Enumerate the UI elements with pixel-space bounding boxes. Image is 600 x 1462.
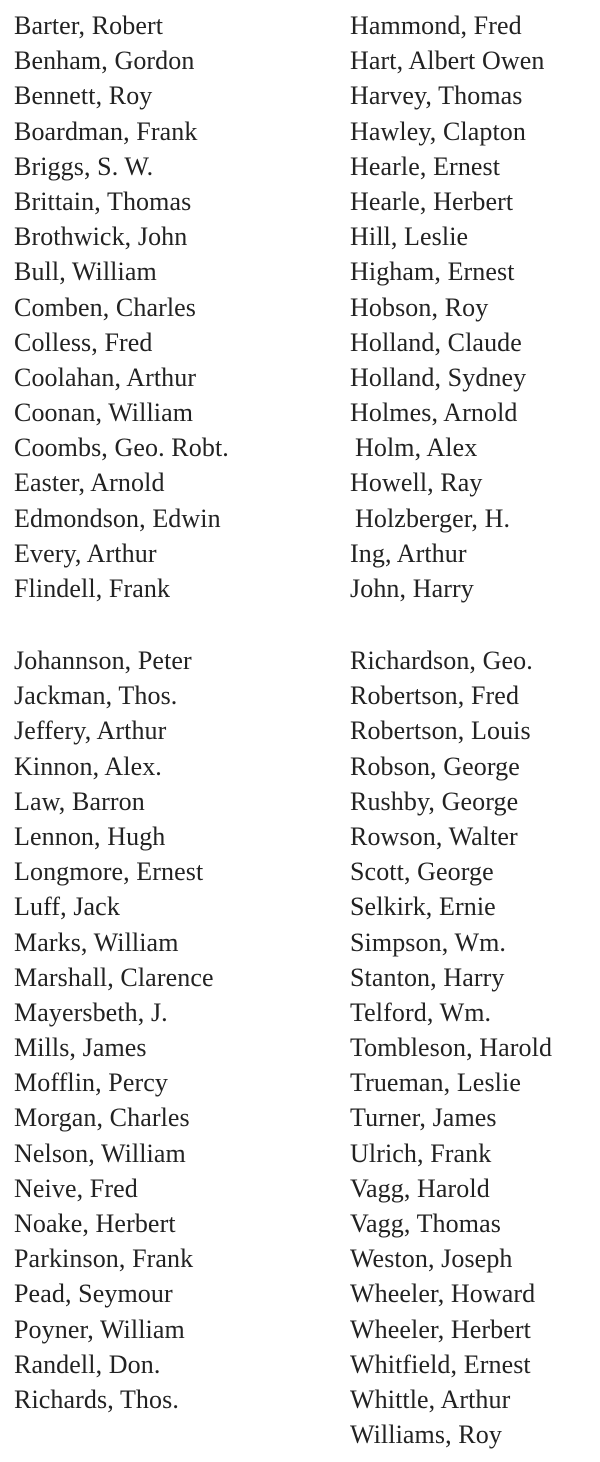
name-entry: Morgan, Charles (14, 1103, 190, 1133)
name-entry: Hobson, Roy (350, 292, 489, 322)
name-entry: Holm, Alex (355, 433, 478, 463)
name-entry: Holland, Claude (350, 327, 522, 357)
name-entry: Robson, George (350, 751, 520, 781)
name-entry: Kinnon, Alex. (14, 751, 162, 781)
name-entry: Robertson, Fred (350, 681, 520, 711)
name-entry: Robertson, Louis (350, 716, 531, 746)
name-entry: Boardman, Frank (14, 116, 198, 146)
names-column-left (14, 643, 214, 1417)
name-entry: Brothwick, John (14, 222, 188, 252)
name-entry: Williams, Roy (350, 1420, 502, 1450)
name-entry: Neive, Fred (14, 1173, 138, 1203)
name-entry: Comben, Charles (14, 292, 197, 322)
name-entry: Rushby, George (350, 786, 519, 816)
name-entry: Randell, Don. (14, 1349, 161, 1379)
name-entry: Every, Arthur (14, 538, 157, 568)
name-entry: Jackman, Thos. (14, 681, 178, 711)
name-entry: John, Harry (350, 574, 474, 603)
name-entry: Mayersbeth, J. (14, 997, 168, 1027)
name-entry: Telford, Wm. (350, 997, 492, 1027)
name-entry: Richardson, Geo. (350, 646, 533, 675)
name-entry: Coolahan, Arthur (14, 362, 197, 392)
name-entry: Simpson, Wm. (350, 927, 507, 957)
name-entry: Vagg, Thomas (350, 1209, 501, 1238)
name-entry: Pead, Seymour (14, 1279, 173, 1309)
name-entry: Hawley, Clapton (350, 116, 526, 146)
name-entry: Howell, Ray (350, 468, 483, 498)
name-entry: Whitfield, Ernest (350, 1349, 531, 1379)
name-entry: Mills, James (14, 1033, 147, 1063)
name-entry: Longmore, Ernest (14, 857, 204, 887)
name-entry: Vagg, Harold (350, 1173, 490, 1203)
names-column-left (14, 8, 229, 606)
name-entry: Flindell, Frank (14, 574, 171, 603)
name-entry: Ulrich, Frank (350, 1138, 492, 1168)
name-entry: Briggs, S. W. (14, 151, 154, 181)
name-entry: Edmondson, Edwin (14, 503, 221, 533)
name-entry: Hearle, Herbert (350, 186, 514, 216)
name-entry: Tombleson, Harold (350, 1033, 553, 1063)
name-entry: Colless, Fred (14, 327, 153, 357)
names-column-right (350, 643, 552, 1452)
name-entry: Selkirk, Ernie (350, 892, 496, 922)
name-entry: Marshall, Clarence (14, 962, 214, 992)
name-entry: Nelson, William (14, 1138, 186, 1168)
name-entry: Coombs, Geo. Robt. (14, 433, 229, 463)
name-entry: Bennett, Roy (14, 81, 153, 111)
name-entry: Stanton, Harry (350, 962, 505, 992)
name-entry: Coonan, William (14, 398, 194, 428)
name-entry: Bull, William (14, 257, 157, 287)
name-entry: Wheeler, Herbert (350, 1314, 531, 1344)
name-entry: Whittle, Arthur (350, 1384, 511, 1414)
name-entry: Johannson, Peter (14, 646, 192, 675)
name-entry: Turner, James (350, 1103, 497, 1133)
name-entry: Mofflin, Percy (14, 1068, 169, 1098)
name-entry: Benham, Gordon (14, 46, 195, 76)
names-column-right (350, 8, 544, 606)
name-entry: Richards, Thos. (14, 1384, 179, 1414)
name-entry: Weston, Joseph (350, 1244, 513, 1274)
name-entry: Easter, Arnold (14, 468, 165, 498)
name-entry: Brittain, Thomas (14, 186, 192, 216)
name-entry: Rowson, Walter (350, 821, 518, 851)
name-entry: Holmes, Arnold (350, 398, 518, 428)
name-entry: Law, Barron (14, 786, 145, 816)
name-entry: Hill, Leslie (350, 222, 469, 252)
name-entry: Scott, George (350, 857, 494, 887)
name-entry: Higham, Ernest (350, 257, 515, 287)
name-entry: Ing, Arthur (350, 538, 467, 568)
name-entry: Parkinson, Frank (14, 1244, 194, 1274)
name-entry: Wheeler, Howard (350, 1279, 536, 1309)
name-entry: Hearle, Ernest (350, 151, 501, 181)
name-entry: Hart, Albert Owen (350, 46, 545, 76)
name-entry: Trueman, Leslie (350, 1068, 521, 1098)
name-entry: Noake, Herbert (14, 1209, 176, 1238)
name-entry: Holland, Sydney (350, 362, 527, 392)
name-entry: Poyner, William (14, 1314, 185, 1344)
name-entry: Jeffery, Arthur (14, 716, 167, 746)
name-entry: Hammond, Fred (350, 11, 522, 40)
name-entry: Harvey, Thomas (350, 81, 523, 111)
name-entry: Lennon, Hugh (14, 821, 166, 851)
name-entry: Marks, William (14, 927, 179, 957)
name-entry: Holzberger, H. (355, 503, 511, 533)
name-entry: Luff, Jack (14, 892, 120, 922)
name-entry: Barter, Robert (14, 11, 164, 40)
